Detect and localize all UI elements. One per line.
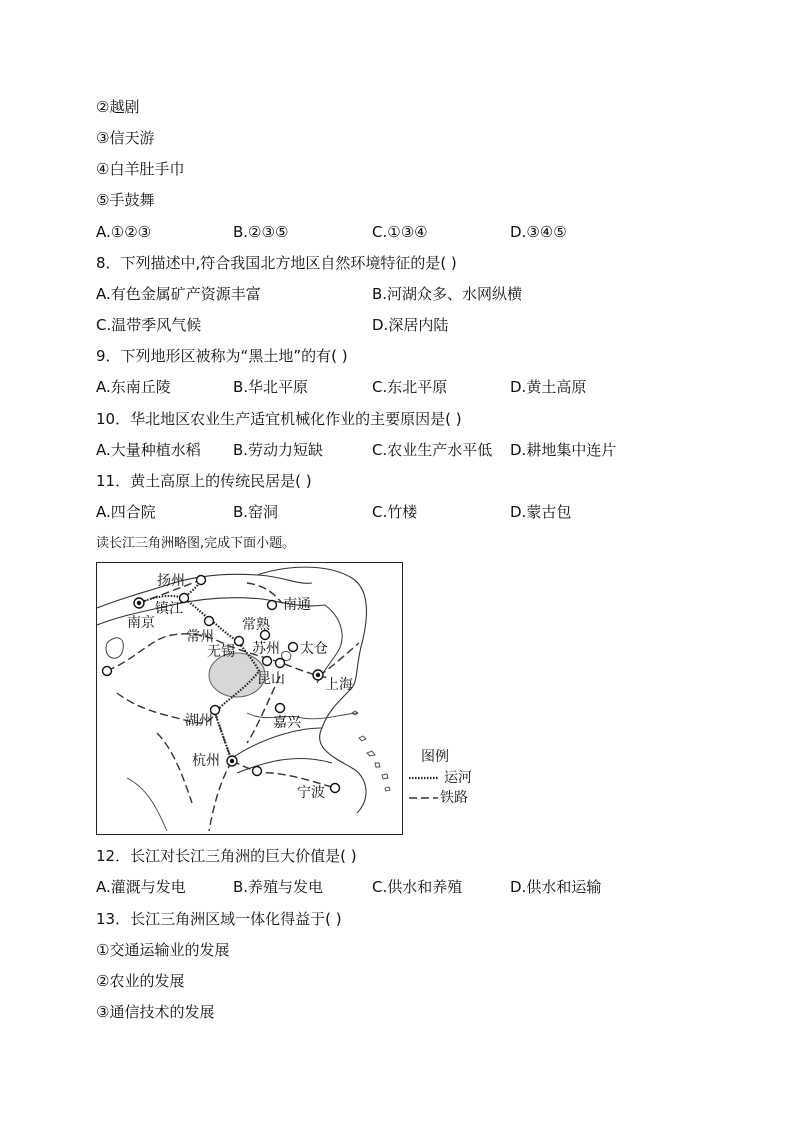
island	[385, 787, 390, 791]
reading-instruction: 读长江三角洲略图,完成下面小题。	[96, 536, 296, 551]
railway-line	[232, 761, 335, 788]
option-a: A.东南丘陵	[96, 378, 171, 396]
option-a: A.①②③	[96, 223, 152, 241]
city-label: 嘉兴	[273, 715, 301, 731]
map-svg	[97, 563, 402, 834]
list-item: ③信天游	[96, 129, 155, 147]
question-13-stem: 13．长江三角洲区域一体化得益于( )	[96, 910, 342, 928]
coastline	[232, 728, 322, 758]
option-d: D.耕地集中连片	[510, 441, 617, 459]
question-10-stem: 10．华北地区农业生产适宜机械化作业的主要原因是( )	[96, 410, 462, 428]
option-c: C.温带季风气候	[96, 316, 202, 334]
island	[359, 736, 366, 741]
city-label: 宁波	[297, 785, 325, 801]
city-marker-shanghai-dot	[316, 673, 320, 677]
option-c: C.竹楼	[372, 503, 418, 521]
option-c: C.东北平原	[372, 378, 448, 396]
city-marker-ningbo	[331, 784, 340, 793]
option-c: C.①③④	[372, 223, 428, 241]
option-b: B.窑洞	[233, 503, 279, 521]
city-marker-taicang	[289, 643, 298, 652]
legend-railway-label: 铁路	[440, 790, 468, 806]
city-marker-jiaxing	[276, 704, 285, 713]
city-label: 南通	[283, 597, 311, 613]
coastline	[237, 758, 332, 773]
city-label: 杭州	[192, 753, 220, 769]
city-label: 昆山	[257, 671, 285, 687]
option-a: A.大量种植水稻	[96, 441, 201, 459]
option-b: B.河湖众多、水网纵横	[372, 285, 523, 303]
island	[382, 774, 388, 779]
city-marker-yangzhou	[197, 576, 206, 585]
option-b: B.②③⑤	[233, 223, 289, 241]
city-label: 镇江	[155, 601, 183, 617]
question-12-stem: 12．长江对长江三角洲的巨大价值是( )	[96, 847, 357, 865]
city-marker-kunshan	[276, 659, 285, 668]
option-b: B.劳动力短缺	[233, 441, 324, 459]
list-item: ②越剧	[96, 98, 140, 116]
city-label: 无锡	[207, 644, 235, 660]
yangtze-delta-map	[96, 562, 403, 835]
city-label: 南京	[127, 615, 155, 631]
question-11-stem: 11．黄土高原上的传统民居是( )	[96, 472, 312, 490]
river	[247, 713, 357, 719]
question-9-stem: 9．下列地形区被称为“黑土地”的有( )	[96, 347, 348, 365]
railway-line	[209, 761, 232, 831]
railway-line	[247, 583, 282, 603]
island	[375, 763, 380, 767]
island	[367, 751, 375, 756]
lake	[106, 638, 123, 658]
option-d: D.黄土高原	[510, 378, 587, 396]
city-marker-wuxi	[235, 637, 244, 646]
city-marker-suzhou	[263, 657, 272, 666]
city-marker-hangzhou-dot	[230, 759, 234, 763]
city-label: 常熟	[242, 617, 270, 633]
legend-symbols	[408, 772, 440, 804]
city-marker-changzhou	[205, 617, 214, 626]
list-item: ②农业的发展	[96, 972, 185, 990]
city-marker-nantong	[268, 601, 277, 610]
city-marker-shaoxing	[253, 767, 262, 776]
option-b: B.养殖与发电	[233, 878, 324, 896]
list-item: ③通信技术的发展	[96, 1003, 215, 1021]
city-label: 扬州	[157, 573, 185, 589]
option-d: D.③④⑤	[510, 223, 567, 241]
list-item: ④白羊肚手巾	[96, 160, 185, 178]
option-d: D.供水和运输	[510, 878, 602, 896]
river	[127, 778, 167, 831]
list-item: ①交通运输业的发展	[96, 941, 230, 959]
option-c: C.供水和养殖	[372, 878, 463, 896]
city-label: 常州	[186, 629, 214, 645]
option-a: A.灌溉与发电	[96, 878, 186, 896]
legend-canal-label: 运河	[444, 770, 472, 786]
option-a: A.有色金属矿产资源丰富	[96, 285, 261, 303]
city-label: 上海	[325, 677, 353, 693]
city-label: 湖州	[185, 713, 213, 729]
city-label: 太仓	[300, 641, 328, 657]
city-label: 苏州	[252, 641, 280, 657]
railway-line	[157, 733, 192, 803]
option-c: C.农业生产水平低	[372, 441, 493, 459]
city-marker-west	[103, 667, 112, 676]
option-a: A.四合院	[96, 503, 156, 521]
option-d: D.深居内陆	[372, 316, 449, 334]
list-item: ⑤手鼓舞	[96, 191, 155, 209]
option-d: D.蒙古包	[510, 503, 572, 521]
question-8-stem: 8．下列描述中,符合我国北方地区自然环境特征的是( )	[96, 254, 457, 272]
city-marker-nanjing-dot	[137, 601, 141, 605]
option-b: B.华北平原	[233, 378, 309, 396]
legend-title: 图例	[421, 749, 449, 765]
